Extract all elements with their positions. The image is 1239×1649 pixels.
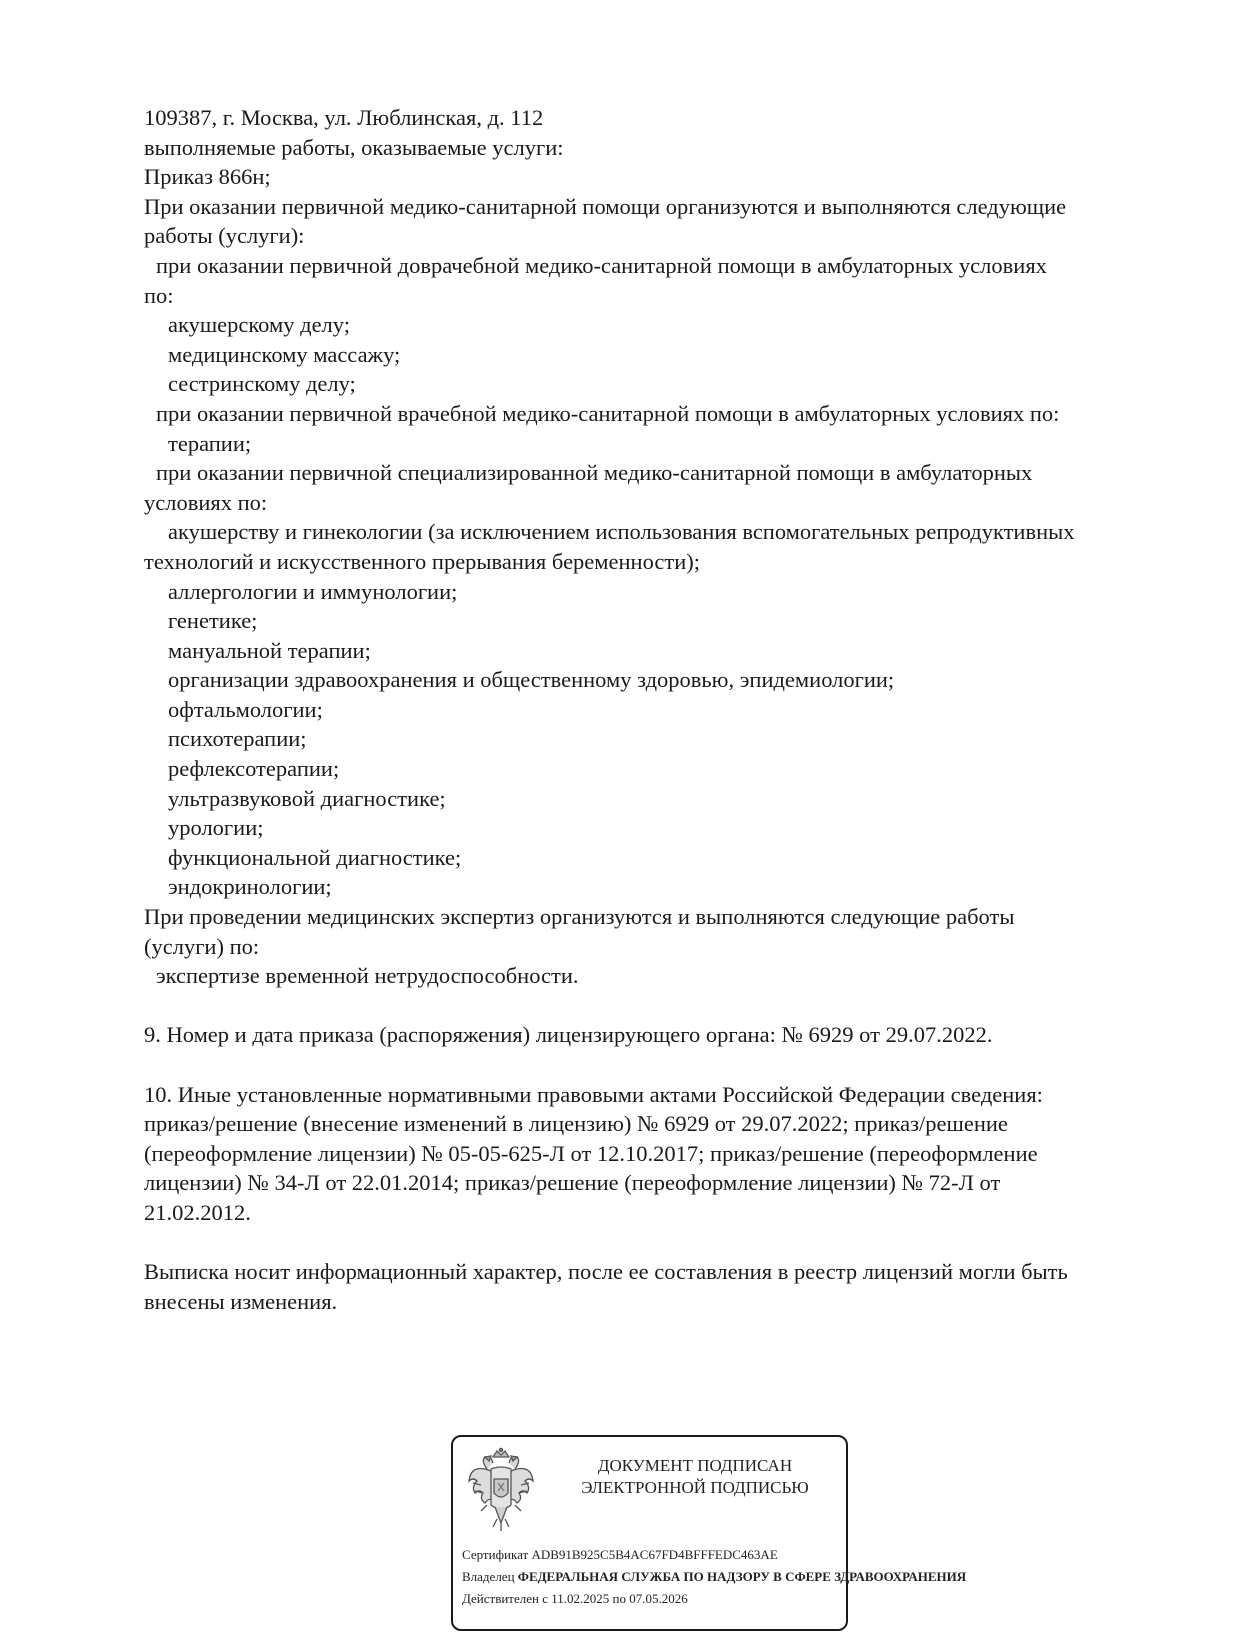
document-line: акушерскому делу;	[168, 312, 350, 338]
document-line: 109387, г. Москва, ул. Люблинская, д. 112	[144, 105, 544, 130]
document-line: при оказании первичной доврачебной медико-санитарной помощи в амбулаторных условиях	[156, 252, 1047, 278]
document-line: по:	[144, 282, 174, 308]
document-line: ультразвуковой диагностике;	[168, 785, 446, 811]
document-line: сестринскому делу;	[168, 371, 356, 397]
document-line: (услуги) по:	[144, 933, 260, 959]
paragraph-gap	[144, 1228, 1154, 1258]
document-line: Выписка носит информационный характер, после ее составления в реестр лицензий могли быть	[144, 1259, 1068, 1285]
certificate-value: ADB91B925C5B4AC67FD4BFFFEDC463AE	[531, 1547, 778, 1562]
document-line: Приказ 866н;	[144, 164, 271, 190]
stamp-details	[462, 1544, 967, 1610]
paragraph-gap	[144, 1050, 1154, 1080]
document-line: мануальной терапии;	[168, 637, 371, 663]
document-line: генетике;	[168, 608, 258, 634]
document-line: При проведении медицинских экспертиз организуются и выполняются следующие работы	[144, 904, 1015, 930]
document-line: организации здравоохранения и общественному здоровью, эпидемиологии;	[168, 667, 895, 693]
owner-row	[462, 1566, 967, 1588]
certificate-label: Сертификат	[462, 1547, 529, 1562]
paragraph-gap	[144, 991, 1154, 1021]
russian-coat-of-arms-icon	[465, 1447, 537, 1535]
document-line: технологий и искусственного прерывания беременности);	[144, 548, 701, 574]
document-line: При оказании первичной медико-санитарной помощи организуются и выполняются следующие	[144, 193, 1067, 219]
stamp-title	[545, 1455, 845, 1499]
document-line: приказ/решение (внесение изменений в лицензию) № 6929 от 29.07.2022; приказ/решение	[144, 1111, 1008, 1137]
document-line: рефлексотерапии;	[168, 756, 340, 782]
document-line: внесены изменения.	[144, 1288, 338, 1314]
document-line: условиях по:	[144, 489, 268, 515]
document-line: при оказании первичной специализированной медико-санитарной помощи в амбулаторных	[156, 460, 1033, 486]
document-line: аллергологии и иммунологии;	[168, 578, 458, 604]
document-line: работы (услуги):	[144, 223, 305, 249]
document-line: выполняемые работы, оказываемые услуги:	[144, 134, 564, 160]
stamp-title-line-2: ЭЛЕКТРОННОЙ ПОДПИСЬЮ	[581, 1478, 809, 1497]
document-line: 9. Номер и дата приказа (распоряжения) лицензирующего органа: № 6929 от 29.07.2022.	[144, 1022, 993, 1048]
document-line: функциональной диагностике;	[168, 844, 462, 870]
document-line: экспертизе временной нетрудоспособности.	[156, 963, 579, 989]
document-line: медицинскому массажу;	[168, 341, 401, 367]
document-line: лицензии) № 34-Л от 22.01.2014; приказ/решение (переоформление лицензии) № 72-Л от	[144, 1170, 1001, 1196]
electronic-signature-stamp	[451, 1435, 967, 1631]
document-line: психотерапии;	[168, 726, 307, 752]
validity-row: Действителен с 11.02.2025 по 07.05.2026	[462, 1591, 688, 1606]
document-line: эндокринологии;	[168, 874, 332, 900]
document-line: (переоформление лицензии) № 05-05-625-Л от 12.10.2017; приказ/решение (переоформление	[144, 1140, 1038, 1166]
document-line: урологии;	[168, 815, 264, 841]
document-line: 10. Иные установленные нормативными правовыми актами Российской Федерации сведения:	[144, 1081, 1043, 1107]
document-body	[144, 103, 1154, 1316]
document-line: 21.02.2012.	[144, 1199, 251, 1225]
document-line: при оказании первичной врачебной медико-санитарной помощи в амбулаторных условиях по:	[156, 400, 1060, 426]
document-line: терапии;	[168, 430, 252, 456]
owner-value: ФЕДЕРАЛЬНАЯ СЛУЖБА ПО НАДЗОРУ В СФЕРЕ ЗДРАВООХРАНЕНИЯ	[517, 1569, 967, 1584]
certificate-row	[462, 1544, 942, 1566]
owner-label: Владелец	[462, 1569, 515, 1584]
stamp-title-line-1: ДОКУМЕНТ ПОДПИСАН	[597, 1456, 793, 1475]
document-line: офтальмологии;	[168, 696, 323, 722]
document-line: акушерству и гинекологии (за исключением использования вспомогательных репродуктивных	[168, 519, 1075, 545]
